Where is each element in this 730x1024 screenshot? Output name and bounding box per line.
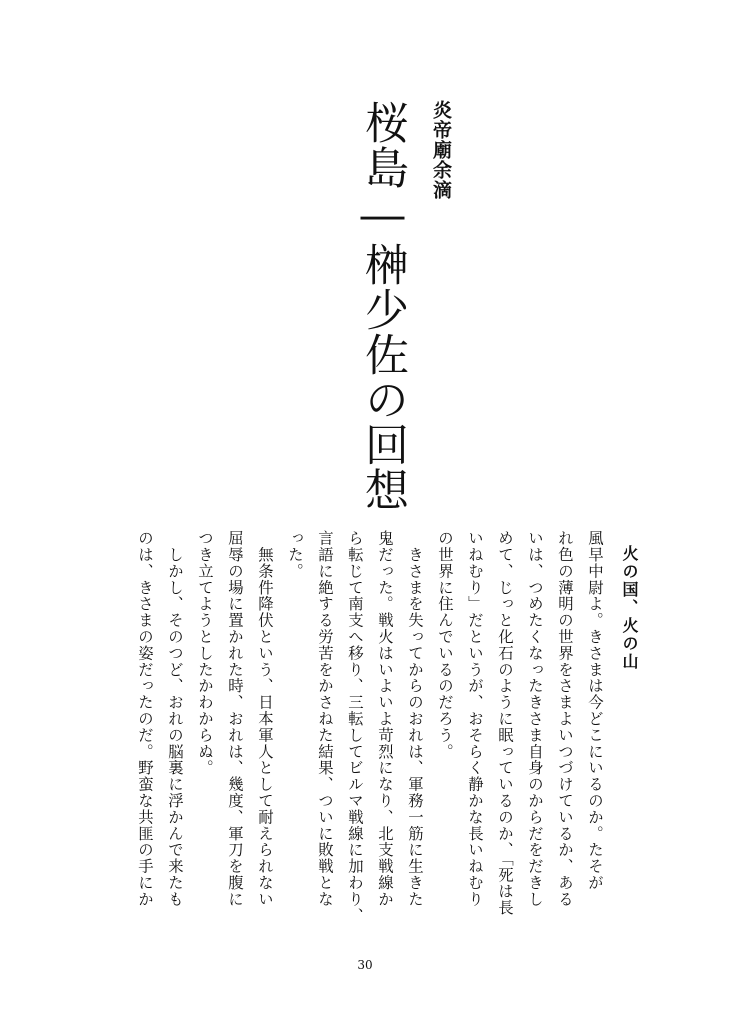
text-line: 鬼だった。戦火はいよいよ苛烈になり、北支戦線か [376,530,394,908]
section-heading: 火の国、火の山 [620,545,639,671]
text-line: ら転じて南支へ移り、三転してビルマ戦線に加わり、 [346,530,364,924]
text-line: の世界に住んでいるのだろう。 [436,530,454,760]
text-line: 風早中尉よ。きさまは今どこにいるのか。たそが [586,530,604,891]
text-line: のは、きさまの姿だったのだ。野蛮な共匪の手にか [136,530,154,908]
text-line: いねむり」だというが、おそらく静かな長いねむり [466,530,484,908]
page-number: 30 [357,958,373,972]
text-line: めて、じっと化石のように眠っているのか、「死は長 [496,530,514,916]
text-line: った。 [286,530,304,580]
text-line: 無条件降伏という、日本軍人として耐えられない [256,530,274,908]
text-line: 屈辱の場に置かれた時、おれは、幾度、軍刀を腹に [226,530,244,908]
text-line: きさまを失ってからのおれは、軍務一筋に生きた [406,530,424,908]
text-line: れ色の薄明の世界をさまよいつづけているか、ある [556,530,574,908]
text-line: つき立てようとしたかわからぬ。 [196,530,214,776]
text-line: いは、つめたくなったきさま自身のからだをだきし [526,530,544,908]
body-text [130,530,610,930]
text-line: しかし、そのつど、おれの脳裏に浮かんで来たも [166,530,184,908]
page-title: 桜島―榊少佐の回想 [357,100,408,512]
text-line: 言語に絶する労苦をかさねた結果、ついに敗戦とな [316,530,334,908]
series-subtitle: 炎帝廟余滴 [430,100,452,200]
